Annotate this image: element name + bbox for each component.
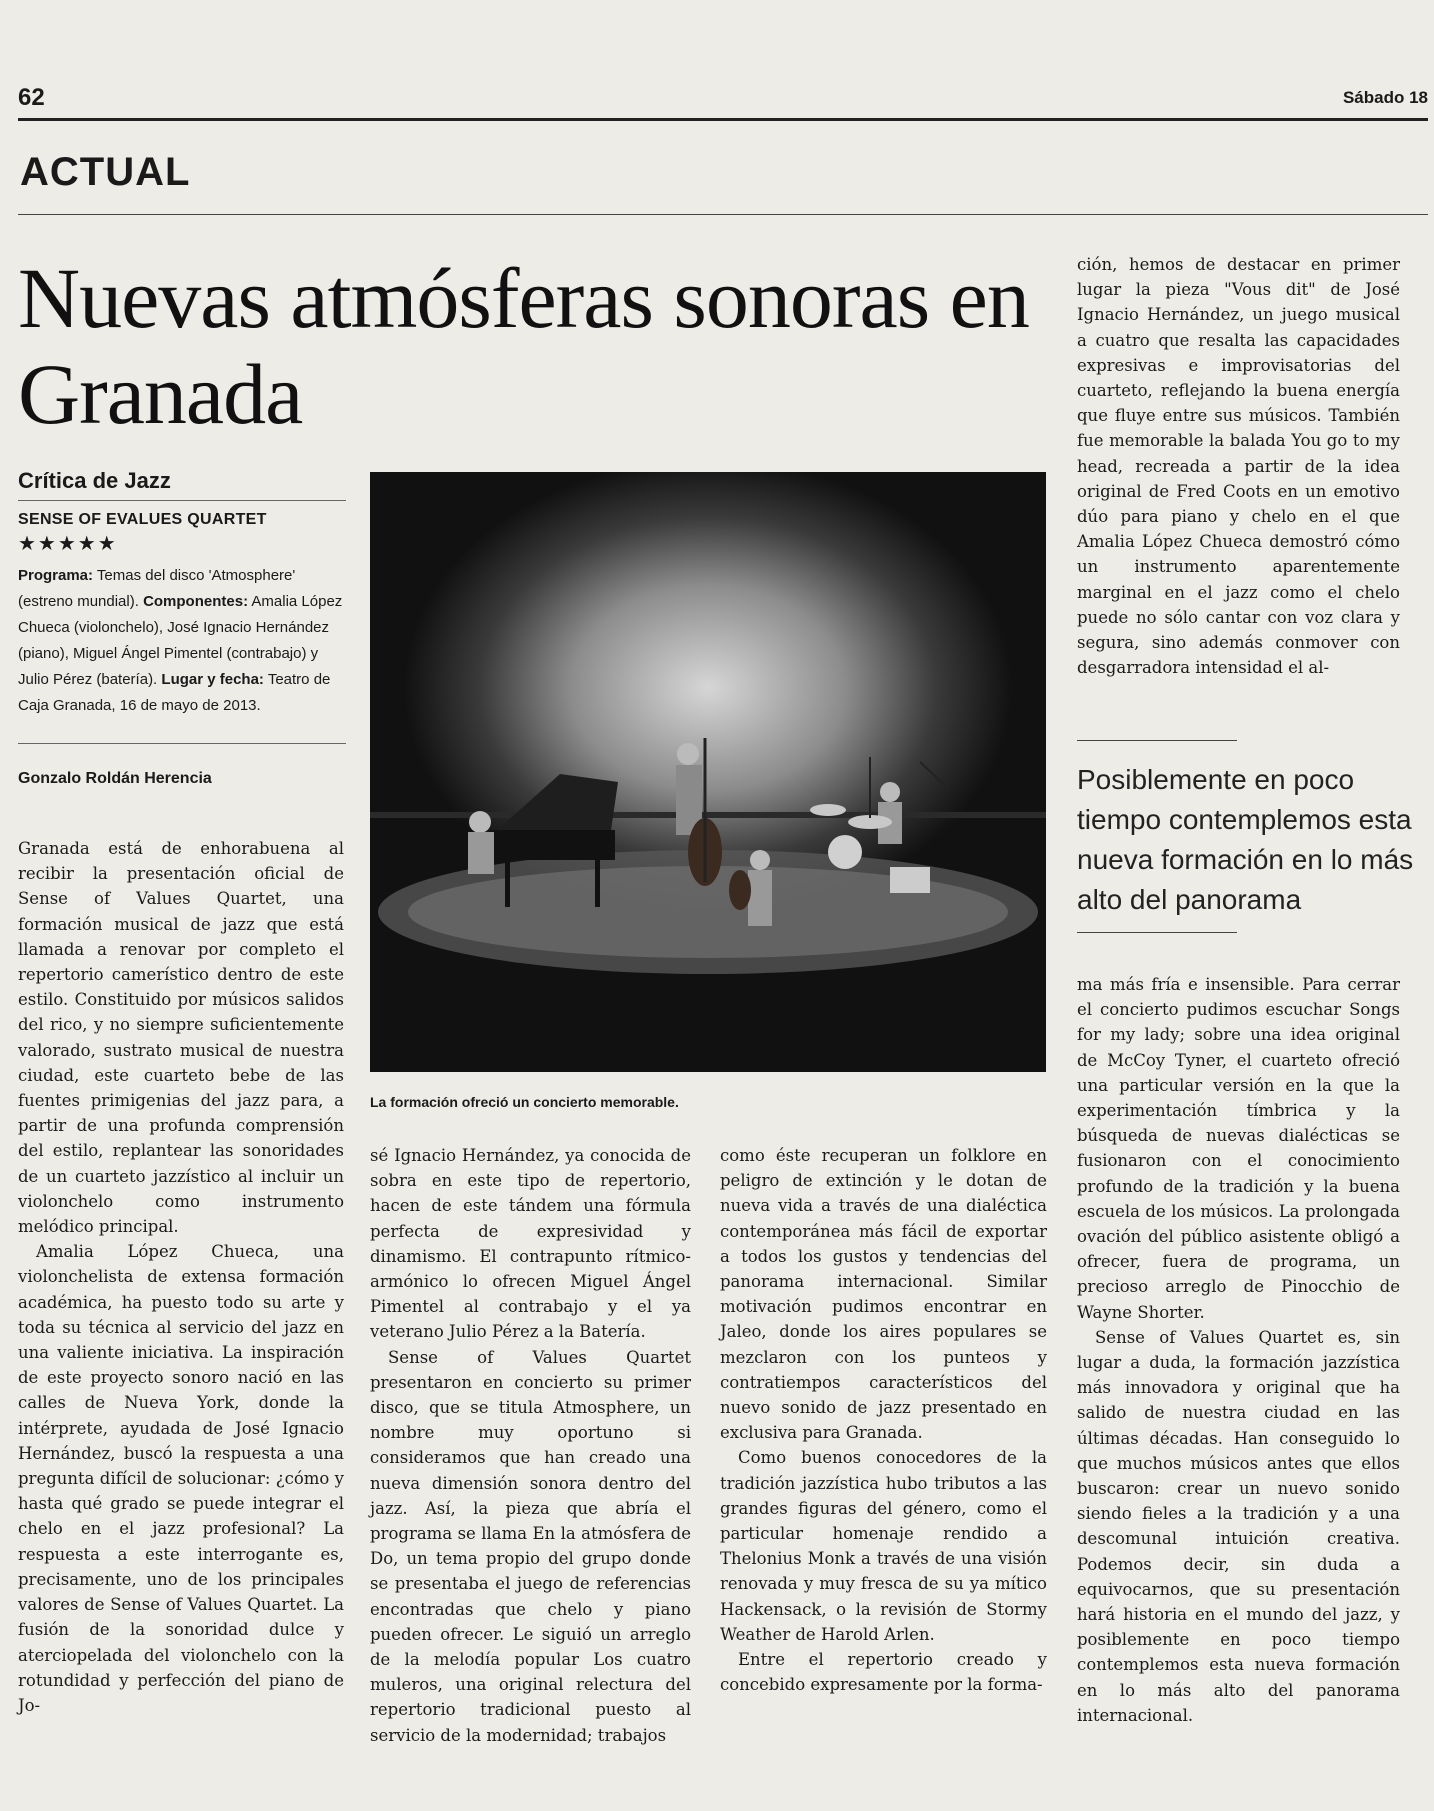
band-name: SENSE OF EVALUES QUARTET <box>18 511 267 528</box>
author-byline: Gonzalo Roldán Herencia <box>18 770 212 787</box>
paragraph: Granada está de enhorabuena al recibir la presentación oficial de Sense of Values Quartet, una formación musical de jazz que está llamada a renovar por completo el repertorio camerístico dentro de este estilo. Constituido por músicos salidos del rico, y no siempre suficientemente valorado, sustrato musical de nuestra ciudad, este cuarteto bebe de las fuentes primigenias del jazz para, a partir de una profunda comprensión del estilo, replantear las sonoridades de un cuarteto jazzístico al incluir un violonchelo como instrumento melódico principal. <box>18 839 344 1237</box>
page-number: 62 <box>18 84 45 111</box>
article-headline: Nuevas atmósferas sonoras en Granada <box>18 250 1029 442</box>
issue-date: Sábado 18 <box>1342 88 1428 107</box>
pullquote-rule-bottom <box>1077 932 1237 933</box>
review-info-box <box>18 468 346 788</box>
paragraph: Sense of Values Quartet es, sin lugar a duda, la formación jazzística más innovadora y original que ha salido de nuestra ciudad en las últimas décadas. Han conseguido lo que muchos músicos antes que ellos buscaron: crear un nuevo sonido siendo fieles a la tradición y a una descomunal intuición creativa. Podemos decir, sin duda a equivocarnos, que su presentación hará historia en el mundo del jazz, y posiblemente en poco tiempo contemplemos esta nueva formación en lo más alto del panorama internacional. <box>1077 1327 1400 1725</box>
concert-photo-illustration <box>370 472 1046 1072</box>
article-column-4-bottom <box>1077 972 1400 1728</box>
article-column-2 <box>370 1143 691 1748</box>
concert-photo <box>370 472 1046 1072</box>
paragraph: sé Ignacio Hernández, ya conocida de sobra en este tipo de repertorio, hacen de este tándem una fórmula perfecta de expresividad y dinamismo. El contrapunto rítmico-armónico lo ofrecen Miguel Ángel Pimentel al contrabajo y el ya veterano Julio Pérez a la Batería. <box>370 1146 691 1342</box>
paragraph: Entre el repertorio creado y concebido expresamente por la forma- <box>720 1650 1047 1695</box>
componentes-label: Componentes: <box>143 593 249 610</box>
programa-label: Programa: <box>18 567 94 584</box>
article-column-3 <box>720 1143 1047 1697</box>
section-rule <box>18 214 1428 215</box>
paragraph: ción, hemos de destacar en primer lugar la pieza "Vous dit" de José Ignacio Hernández, un juego musical a cuatro que resalta las capacidades expresivas e improvisatorias del cuarteto, reflejando la buena energía que fluye entre sus músicos. También fue memorable la balada You go to my head, recreada a partir de la idea original de Fred Coots en un emotivo dúo para piano y chelo en el que Amalia López Chueca demostró cómo un instrumento aparentemente marginal en el jazz como el chelo puede no sólo cantar con voz clara y segura, sino además conmover con desgarradora intensidad el al- <box>1077 255 1400 678</box>
article-column-1 <box>18 836 344 1718</box>
section-title: ACTUAL <box>20 150 191 194</box>
header-rule <box>18 118 1428 121</box>
componentes-text: Amalia López Chueca (violonchelo), José Ignacio Hernández (piano), Miguel Ángel Pimentel (contrabajo) y Julio Pérez (batería). <box>18 593 343 688</box>
paragraph: ma más fría e insensible. Para cerrar el concierto pudimos escuchar Songs for my lady; sobre una idea original de McCoy Tyner, el cuarteto ofreció una particular versión en la que la experimentación tímbrica y la búsqueda de nuevas dialécticas se fusionaron con el conocimiento profundo de la tradición y la buena escuela de los músicos. La prolongada ovación del público asistente obligó a ofrecer, fuera de programa, un precioso arreglo de Pinocchio de Wayne Shorter. <box>1077 975 1400 1322</box>
photo-caption: La formación ofreció un concierto memorable. <box>370 1094 679 1110</box>
kicker: Crítica de Jazz <box>18 468 346 501</box>
paragraph: Sense of Values Quartet presentaron en concierto su primer disco, que se titula Atmosphere, un nombre muy oportuno si consideramos que han creado una nueva dimensión sonora dentro del jazz. Así, la pieza que abría el programa se llama En la atmósfera de Do, un tema propio del grupo donde se presentaba el juego de referencias encontradas que chelo y piano pueden ofrecer. Le siguió un arreglo de la melodía popular Los cuatro muleros, una original relectura del repertorio tradicional puesto al servicio de la modernidad; trabajos <box>370 1347 691 1745</box>
lugar-text: Teatro de Caja Granada, 16 de mayo de 2013. <box>18 671 331 714</box>
pull-quote: Posiblemente en poco tiempo contemplemos esta nueva formación en lo más alto del panorama <box>1077 764 1414 915</box>
article-column-4-top <box>1077 252 1400 680</box>
pullquote-rule-top <box>1077 740 1237 741</box>
paragraph: como éste recuperan un folklore en peligro de extinción y le dotan de nueva vida a través de una dialéctica contemporánea más fácil de exportar a todos los gustos y tendencias del panorama internacional. Similar motivación pudimos encontrar en Jaleo, donde los aires populares se mezclaron con los punteos y contratiempos característicos del nuevo sonido de jazz presentado en exclusiva para Granada. <box>720 1146 1047 1443</box>
paragraph: Amalia López Chueca, una violonchelista de extensa formación académica, ha puesto todo su arte y toda su técnica al servicio del jazz en una valiente iniciativa. La inspiración de este proyecto sonoro nació en las calles de Nueva York, donde la intérprete, ayudada de José Ignacio Hernández, buscó la respuesta a una pregunta difícil de solucionar: ¿cómo y hasta qué grado se puede integrar el chelo en el jazz profesional? La respuesta a este interrogante es, precisamente, uno de los principales valores de Sense of Values Quartet. La fusión de la sonoridad dulce y aterciopelada del violonchelo con la rotundidad y perfección del piano de Jo- <box>18 1242 344 1715</box>
lugar-label: Lugar y fecha: <box>161 671 264 688</box>
star-rating: ★★★★★ <box>18 531 118 555</box>
concert-details <box>18 563 346 744</box>
paragraph: Como buenos conocedores de la tradición jazzística hubo tributos a las grandes figuras del género, como el particular homenaje rendido a Thelonius Monk a través de una visión renovada y muy fresca de su ya mítico Hackensack, o la revisión de Stormy Weather de Harold Arlen. <box>720 1448 1047 1644</box>
programa-text: Temas del disco 'Atmosphere' (estreno mundial). <box>18 567 296 610</box>
